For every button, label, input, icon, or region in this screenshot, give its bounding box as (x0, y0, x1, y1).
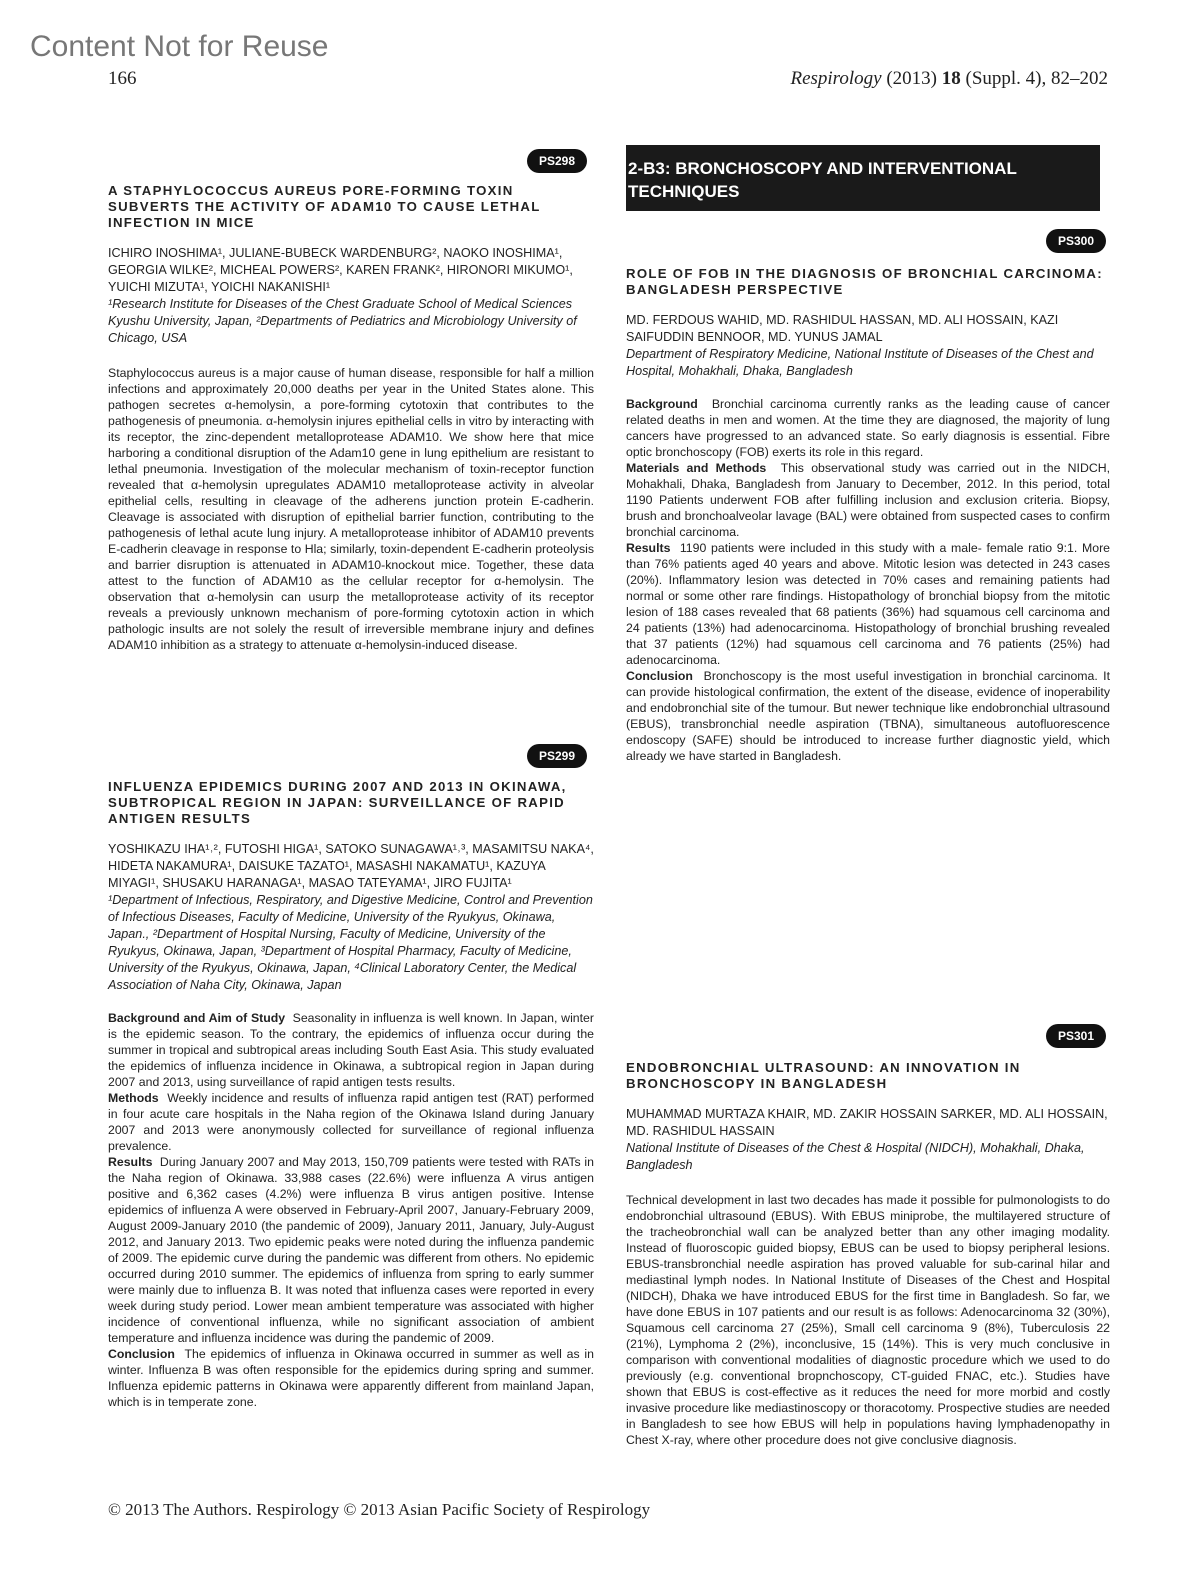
abstract-tag-ps298: PS298 (527, 149, 587, 173)
abstract-conclusion (626, 668, 1110, 764)
section-label: Background (626, 397, 698, 411)
section-label: Conclusion (108, 1347, 175, 1361)
abstract-ps300 (626, 266, 1110, 764)
section-text: During January 2007 and May 2013, 150,709 patients were tested with RATs in the Naha region of Okinawa. 33,988 cases (22.6%) were influenza A virus antigen positive and 6,362 cases (4.2%) were influenza B virus antigen positive. Intense epidemics of influenza A were observed in February-April 2007, January-February 2009, August 2009-January 2010 (the pandemic of 2009), January 2011, January, July-August 2012, and January 2013. Two epidemic peaks were noted during the influenza pandemic of 2009. The epidemic curve during the pandemic was different from others. No epidemic occurred during 2010 summer. The epidemics of influenza from spring to early summer were mainly due to influenza B. It was noted that influenza cases were reported in every week during study period. Lower mean ambient temperature was associated with higher incidence of conventional influenza, while no significant association of ambient temperature and influenza incidence was during the pandemic of 2009. (108, 1155, 594, 1345)
abstract-authors: YOSHIKAZU IHA¹˒², FUTOSHI HIGA¹, SATOKO SUNAGAWA¹˒³, MASAMITSU NAKA⁴, HIDETA NAKAMURA¹, DAISUKE TAZATO¹, MASASHI NAKAMATU¹, KAZUYA MIYAGI¹, SHUSAKU HARANAGA¹, MASAO TATEYAMA¹, JIRO FUJITA¹ (108, 842, 594, 890)
abstract-tag-ps301: PS301 (1046, 1024, 1106, 1048)
abstract-authors: MD. FERDOUS WAHID, MD. RASHIDUL HASSAN, MD. ALI HOSSAIN, KAZI SAIFUDDIN BENNOOR, MD. YUNUS JAMAL (626, 313, 1059, 344)
section-text: Bronchoscopy is the most useful investigation in bronchial carcinoma. It can provide histological confirmation, the extent of the disease, evidence of inoperability and endobronchial site of the tumour. But newer technique like endobronchial ultrasound (EBUS), transbronchial needle aspiration (TBNA), simultaneous autofluorescence endoscopy (SAFE) should be introduced to increase further diagnostic yield, which already we have started in Bangladesh. (626, 669, 1110, 763)
copyright-footer: © 2013 The Authors. Respirology © 2013 Asian Pacific Society of Respirology (108, 1500, 651, 1519)
section-text: Bronchial carcinoma currently ranks as the leading cause of cancer related deaths in men and women. At the time they are diagnosed, the majority of lung cancers have progressed to an advanced state. So early diagnosis is essential. Fibre optic bronchoscopy (FOB) exerts its role in this regard. (626, 397, 1110, 459)
abstract-affiliation: Department of Respiratory Medicine, National Institute of Diseases of the Chest and Hospital, Mohakhali, Dhaka, Bangladesh (626, 347, 1094, 378)
section-text: This observational study was carried out in the NIDCH, Mohakhali, Dhaka, Bangladesh from January to December, 2012. In this period, total 1190 Patients underwent FOB after fulfilling inclusion and exclusion criteria. Biopsy, brush and bronchoalveolar lavage (BAL) were obtained from suspected cases to confirm bronchial carcinoma. (626, 461, 1111, 539)
abstract-authors: MUHAMMAD MURTAZA KHAIR, MD. ZAKIR HOSSAIN SARKER, MD. ALI HOSSAIN, MD. RASHIDUL HASSAIN (626, 1107, 1108, 1138)
abstract-results (626, 540, 1110, 668)
abstract-background (108, 1010, 594, 1090)
abstract-affiliation: ¹Department of Infectious, Respiratory, and Digestive Medicine, Control and Prevention of Infectious Diseases, Faculty of Medicine, University of the Ryukyus, Okinawa, Japan., ²Department of Hospital Nursing, Faculty of Medicine, University of the Ryukyus, Okinawa, Japan, ³Department of Hospital Pharmacy, Faculty of Medicine, University of the Ryukyus, Okinawa, Japan, ⁴Clinical Laboratory Center, the Medical Association of Naha City, Okinawa, Japan (108, 893, 593, 992)
page-number: 166 (108, 68, 137, 89)
abstract-title: A STAPHYLOCOCCUS AUREUS PORE-FORMING TOXIN SUBVERTS THE ACTIVITY OF ADAM10 TO CAUSE LETHAL INFECTION IN MICE (108, 183, 541, 230)
section-label: Materials and Methods (626, 461, 767, 475)
abstract-body: Staphylococcus aureus is a major cause of human disease, responsible for half a million infections and approximately 20,000 deaths per year in the United States alone. This pathogen secretes α-hemolysin, a pore-forming cytotoxin that contributes to the pathogenesis of pneumonia. α-hemolysin injures epithelial cells in vitro by interacting with its receptor, the zinc-dependent metalloprotease ADAM10. We show here that mice harboring a conditional disruption of the Adam10 gene in lung epithelium are resistant to lethal pneumonia. Investigation of the molecular mechanism of toxin-receptor function revealed that α-hemolysin upregulates ADAM10 metalloprotease activity in alveolar epithelial cells, resulting in cleavage of the adherens junction protein E-cadherin. Cleavage is associated with disruption of epithelial barrier function, contributing to the pathogenesis of lethal acute lung injury. A metalloprotease inhibitor of ADAM10 prevents E-cadherin cleavage in response to Hla; similarly, toxin-dependent E-cadherin proteolysis and barrier disruption is attenuated in ADAM10-knockout mice. Together, these data attest to the function of ADAM10 as the cellular receptor for α-hemolysin. The observation that α-hemolysin can usurp the metalloprotease activity of its receptor reveals a previously unknown mechanism of pore-forming cytotoxin action in which pathologic insults are not solely the result of irreversible membrane injury and defines ADAM10 inhibition as a strategy to attenuate α-hemolysin-induced disease. (108, 366, 594, 652)
section-label: Conclusion (626, 669, 693, 683)
section-text: 1190 patients were included in this study with a male- female ratio 9:1. More than 76% patients aged 40 years and above. Mitotic lesion was detected in 243 cases (20%). Inflammatory lesion was detected in 70% cases and remaining patients had normal or some other rare findings. Histopathology of bronchial biopsy from the mitotic lesion of 188 cases revealed that 68 patients (36%) had squamous cell carcinoma and 24 patients (13%) had adenocarcinoma. Histopathology of bronchial brushing revealed that 37 patients (12%) had squamous cell carcinoma and 76 patients (25%) had adenocarcinoma. (626, 541, 1111, 667)
section-label: Background and Aim of Study (108, 1011, 286, 1025)
abstract-body: Technical development in last two decades has made it possible for pulmonologists to do endobronchial ultrasound (EBUS). With EBUS miniprobe, the multilayered structure of the tracheobronchial wall can be analyzed better than any other imaging modality. Instead of fluoroscopic guided biopsy, EBUS can be used to biopsy peripheral lesions. EBUS-transbronchial needle aspiration has proved valuable for sub-carinal hilar and mediastinal lymph nodes. In National Institute of Diseases of the Chest and Hospital (NIDCH), Dhaka we have introduced EBUS for the first time in Bangladesh. So far, we have done EBUS in 107 patients and our result is as follows: Adenocarcinoma 32 (30%), Squamous cell carcinoma 27 (25%), Small cell carcinoma 9 (8%), Tuberculosis 22 (21%), Lymphoma 2 (2%), inconclusive, 15 (14%). This is very much conclusive in comparison with conventional modalities of diagnostic procedure which we used to do previously (e.g. conventional bropnchoscopy, CT-guided FNAC, etc.). Studies have shown that EBUS is cost-effective as it reduces the need for more morbid and costly invasive procedure like mediastinoscopy or thoracotomy. Prospective studies are needed in Bangladesh to see how EBUS will help in populations having lymphadenopathy in Chest X-ray, where other procedure does not give conclusive diagnosis. (626, 1193, 1110, 1447)
abstract-methods (108, 1090, 594, 1154)
section-label: Methods (108, 1091, 159, 1105)
abstract-title: ENDOBRONCHIAL ULTRASOUND: AN INNOVATION IN BRONCHOSCOPY IN BANGLADESH (626, 1060, 1021, 1091)
abstract-methods (626, 460, 1110, 540)
abstract-ps299 (108, 779, 594, 1410)
abstract-conclusion (108, 1346, 594, 1410)
section-label: Results (108, 1155, 153, 1169)
abstract-tag-ps300: PS300 (1046, 229, 1106, 253)
journal-citation (790, 68, 1108, 90)
abstract-affiliation: National Institute of Diseases of the Chest & Hospital (NIDCH), Mohakhali, Dhaka, Bangladesh (626, 1141, 1085, 1172)
abstract-ps301 (626, 1060, 1110, 1448)
journal-name: Respirology (790, 68, 882, 89)
abstract-results (108, 1154, 594, 1346)
journal-issue: (Suppl. 4), 82–202 (960, 68, 1108, 89)
section-label: Results (626, 541, 671, 555)
section-heading: 2-B3: BRONCHOSCOPY AND INTERVENTIONAL TECHNIQUES (626, 145, 1100, 211)
abstract-ps298 (108, 183, 594, 653)
abstract-title: ROLE OF FOB IN THE DIAGNOSIS OF BRONCHIAL CARCINOMA: BANGLADESH PERSPECTIVE (626, 266, 1103, 297)
journal-year: (2013) (881, 68, 942, 89)
section-text: Seasonality in influenza is well known. In Japan, winter is the epidemic season. To the contrary, the epidemics of influenza occur during the summer in tropical and subtropical areas including South East Asia. This study evaluated the epidemics of influenza incidence in Okinawa, a subtropical region in Japan during 2007 and 2013, using surveillance of rapid antigen tests results. (108, 1011, 594, 1089)
journal-volume: 18 (941, 68, 961, 89)
abstract-background (626, 396, 1110, 460)
section-text: Weekly incidence and results of influenza rapid antigen test (RAT) performed in four acute care hospitals in the Naha region of the Okinawa Island during January 2007 and 2013 were anonymously collected for surveillance of regional influenza prevalence. (108, 1091, 594, 1153)
section-text: The epidemics of influenza in Okinawa occurred in summer as well as in winter. Influenza B was often responsible for the epidemics during spring and summer. Influenza epidemic patterns in Okinawa were apparently different from mainland Japan, which is in temperate zone. (108, 1347, 594, 1409)
abstract-affiliation: ¹Research Institute for Diseases of the Chest Graduate School of Medical Sciences Kyushu University, Japan, ²Departments of Pediatrics and Microbiology University of Chicago, USA (108, 297, 577, 345)
watermark: Content Not for Reuse (30, 30, 329, 63)
abstract-tag-ps299: PS299 (527, 744, 587, 768)
abstract-title: INFLUENZA EPIDEMICS DURING 2007 AND 2013 IN OKINAWA, SUBTROPICAL REGION IN JAPAN: SURVEILLANCE OF RAPID ANTIGEN RESULTS (108, 779, 567, 826)
abstract-authors: ICHIRO INOSHIMA¹, JULIANE-BUBECK WARDENBURG², NAOKO INOSHIMA¹, GEORGIA WILKE², MICHEAL POWERS², KAREN FRANK², HIRONORI MIKUMO¹, YUICHI MIZUTA¹, YOICHI NAKANISHI¹ (108, 246, 573, 294)
